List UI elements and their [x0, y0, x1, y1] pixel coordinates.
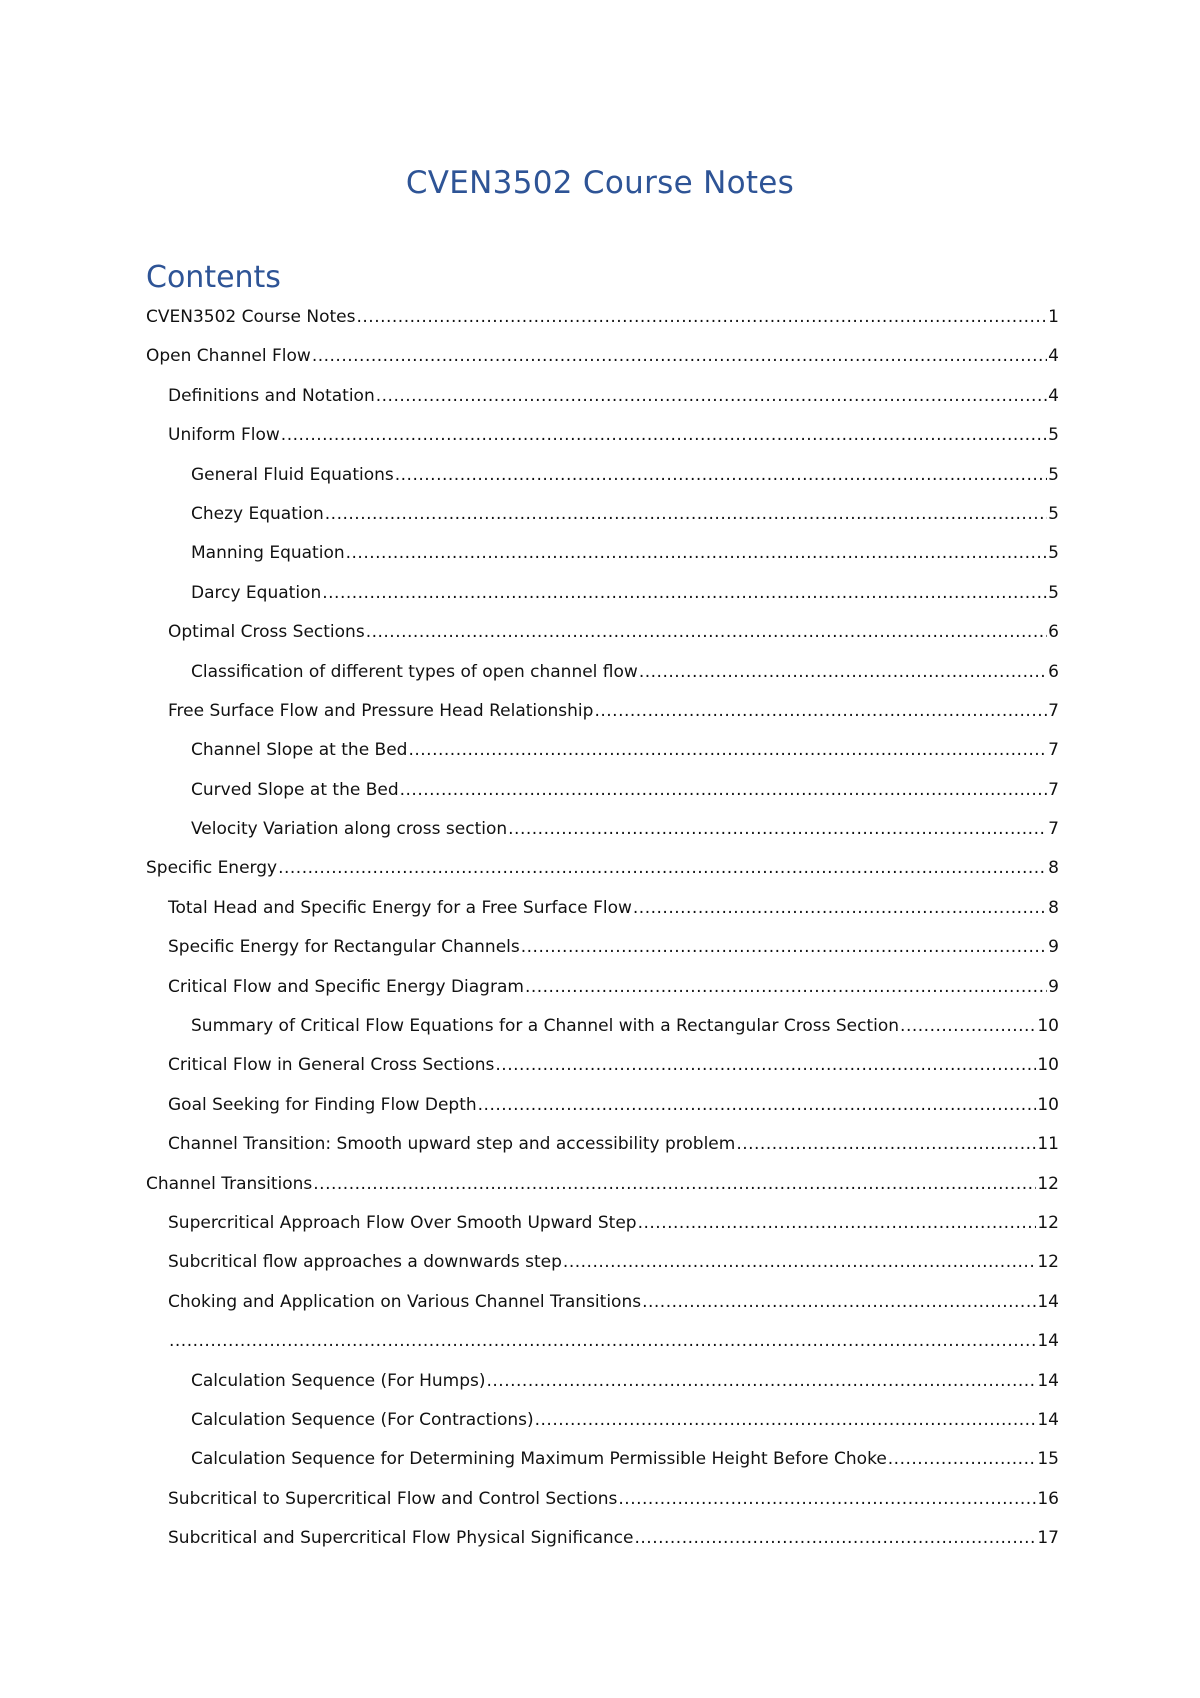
toc-dot-leader [633, 897, 1047, 919]
toc-entry-title: Subcritical flow approaches a downwards step [168, 1252, 562, 1273]
toc-page-number: 1 [1048, 307, 1059, 327]
toc-entry[interactable] [0, 424, 1200, 463]
toc-entry[interactable] [0, 976, 1200, 1015]
toc-entry[interactable] [0, 621, 1200, 660]
toc-page-number: 10 [1037, 1094, 1059, 1115]
toc-page-number: 5 [1048, 425, 1059, 446]
toc-entry[interactable] [0, 1133, 1200, 1172]
toc-page-number: 12 [1037, 1252, 1059, 1273]
toc-entry[interactable] [0, 1251, 1200, 1290]
toc-dot-leader [618, 1488, 1036, 1510]
toc-dot-leader [594, 700, 1047, 722]
toc-entry-title: General Fluid Equations [191, 464, 394, 485]
toc-entry-title: Channel Transitions [146, 1173, 313, 1194]
toc-dot-leader [888, 1448, 1037, 1470]
toc-page-number: 7 [1048, 700, 1059, 721]
toc-entry-title: Curved Slope at the Bed [191, 779, 399, 800]
toc-page-number: 12 [1037, 1212, 1059, 1233]
toc-entry-title: Open Channel Flow [146, 346, 311, 367]
toc-entry[interactable] [0, 661, 1200, 700]
toc-entry-title: Subcritical and Supercritical Flow Physical Significance [168, 1528, 634, 1549]
toc-page-number: 14 [1037, 1331, 1059, 1352]
toc-entry-title: Calculation Sequence (For Humps) [191, 1370, 486, 1391]
toc-page-number: 8 [1048, 858, 1059, 879]
toc-entry[interactable] [0, 582, 1200, 621]
toc-dot-leader [281, 424, 1047, 446]
toc-entry[interactable] [0, 1015, 1200, 1054]
toc-entry-title: Classification of different types of open channel flow [191, 661, 638, 682]
toc-dot-leader [376, 385, 1047, 407]
toc-entry[interactable] [0, 779, 1200, 818]
toc-entry[interactable] [0, 700, 1200, 739]
toc-dot-leader [325, 503, 1047, 525]
toc-entry-title: Velocity Variation along cross section [191, 819, 508, 840]
table-of-contents [0, 306, 1200, 1567]
toc-entry-title: Critical Flow and Specific Energy Diagram [168, 976, 524, 997]
toc-entry-title: Specific Energy for Rectangular Channels [168, 937, 520, 958]
toc-page-number: 4 [1048, 385, 1059, 406]
toc-entry[interactable] [0, 1212, 1200, 1251]
toc-entry[interactable] [0, 1527, 1200, 1566]
toc-page-number: 8 [1048, 897, 1059, 918]
toc-entry[interactable] [0, 503, 1200, 542]
toc-page-number: 5 [1048, 582, 1059, 603]
toc-page-number: 9 [1048, 976, 1059, 997]
toc-dot-leader [642, 1291, 1036, 1313]
toc-entry-title: Supercritical Approach Flow Over Smooth Upward Step [168, 1212, 637, 1233]
toc-heading: Contents [146, 260, 281, 295]
toc-entry-title: Free Surface Flow and Pressure Head Relationship [168, 700, 594, 721]
toc-dot-leader [521, 936, 1047, 958]
toc-entry[interactable] [0, 1291, 1200, 1330]
toc-page-number: 14 [1037, 1409, 1059, 1430]
toc-entry[interactable] [0, 345, 1200, 384]
toc-entry[interactable] [0, 1448, 1200, 1487]
toc-dot-leader [563, 1251, 1036, 1273]
toc-entry-title: Chezy Equation [191, 503, 324, 524]
toc-dot-leader [408, 739, 1047, 761]
toc-entry[interactable] [0, 1173, 1200, 1212]
toc-entry[interactable] [0, 1094, 1200, 1133]
toc-dot-leader [487, 1370, 1037, 1392]
toc-dot-leader [313, 1173, 1036, 1195]
document-title: CVEN3502 Course Notes [405, 165, 795, 201]
toc-entry[interactable] [0, 1488, 1200, 1527]
toc-page-number: 17 [1037, 1528, 1059, 1549]
toc-entry[interactable] [0, 1054, 1200, 1093]
toc-entry[interactable] [0, 1409, 1200, 1448]
toc-dot-leader [535, 1409, 1037, 1431]
toc-entry[interactable] [0, 818, 1200, 857]
toc-dot-leader [346, 542, 1048, 564]
toc-page-number: 7 [1048, 779, 1059, 800]
toc-page-number: 14 [1037, 1370, 1059, 1391]
toc-page-number: 5 [1048, 464, 1059, 485]
toc-page-number: 15 [1037, 1449, 1059, 1470]
toc-page-number: 9 [1048, 937, 1059, 958]
toc-page-number: 5 [1048, 503, 1059, 524]
toc-entry-title: Calculation Sequence (For Contractions) [191, 1409, 534, 1430]
toc-page-number: 7 [1048, 819, 1059, 840]
toc-page-number: 10 [1037, 1055, 1059, 1076]
toc-entry-title: Optimal Cross Sections [168, 622, 365, 643]
toc-entry-title: Choking and Application on Various Channel Transitions [168, 1291, 642, 1312]
toc-entry-title: Calculation Sequence for Determining Maximum Permissible Height Before Choke [191, 1449, 887, 1470]
toc-entry-title: Summary of Critical Flow Equations for a Channel with a Rectangular Cross Section [191, 1016, 900, 1037]
toc-entry[interactable] [0, 857, 1200, 896]
toc-dot-leader [508, 818, 1047, 840]
toc-entry-title: CVEN3502 Course Notes [146, 307, 356, 327]
toc-dot-leader [638, 1212, 1037, 1234]
toc-dot-leader [312, 345, 1047, 367]
toc-entry-title: Goal Seeking for Finding Flow Depth [168, 1094, 477, 1115]
toc-page-number: 16 [1037, 1488, 1059, 1509]
toc-dot-leader [169, 1330, 1036, 1352]
toc-entry[interactable] [0, 385, 1200, 424]
toc-entry-title: Channel Slope at the Bed [191, 740, 408, 761]
toc-dot-leader [322, 582, 1047, 604]
toc-page-number: 7 [1048, 740, 1059, 761]
toc-dot-leader [525, 976, 1047, 998]
toc-entry[interactable] [0, 542, 1200, 581]
toc-page-number: 4 [1048, 346, 1059, 367]
toc-dot-leader [478, 1094, 1037, 1116]
toc-entry[interactable] [0, 1330, 1200, 1369]
toc-entry-title: Subcritical to Supercritical Flow and Control Sections [168, 1488, 618, 1509]
toc-entry[interactable] [0, 1370, 1200, 1409]
toc-entry-title: Uniform Flow [168, 425, 280, 446]
toc-entry-title: Critical Flow in General Cross Sections [168, 1055, 495, 1076]
toc-entry[interactable] [0, 897, 1200, 936]
toc-entry-title: Specific Energy [146, 858, 278, 879]
toc-dot-leader [736, 1133, 1036, 1155]
toc-entry-title: Definitions and Notation [168, 385, 375, 406]
toc-dot-leader [639, 661, 1047, 683]
toc-dot-leader [278, 857, 1047, 879]
toc-page-number: 5 [1048, 543, 1059, 564]
toc-entry[interactable] [0, 936, 1200, 975]
toc-page-number: 6 [1048, 622, 1059, 643]
toc-page-number: 11 [1037, 1134, 1059, 1155]
toc-entry-title: Manning Equation [191, 543, 345, 564]
toc-page-number: 14 [1037, 1291, 1059, 1312]
toc-dot-leader [356, 306, 1047, 328]
toc-dot-leader [900, 1015, 1036, 1037]
toc-page-number: 6 [1048, 661, 1059, 682]
toc-dot-leader [400, 779, 1048, 801]
toc-dot-leader [395, 464, 1047, 486]
toc-entry-title: Darcy Equation [191, 582, 322, 603]
toc-entry[interactable] [0, 306, 1200, 345]
toc-dot-leader [634, 1527, 1036, 1549]
toc-page-number: 12 [1037, 1173, 1059, 1194]
toc-entry-title: Total Head and Specific Energy for a Free Surface Flow [168, 897, 632, 918]
toc-entry[interactable] [0, 739, 1200, 778]
toc-entry-title: Channel Transition: Smooth upward step and accessibility problem [168, 1134, 736, 1155]
toc-page-number: 10 [1037, 1016, 1059, 1037]
toc-dot-leader [495, 1054, 1036, 1076]
toc-dot-leader [366, 621, 1047, 643]
toc-entry[interactable] [0, 464, 1200, 503]
